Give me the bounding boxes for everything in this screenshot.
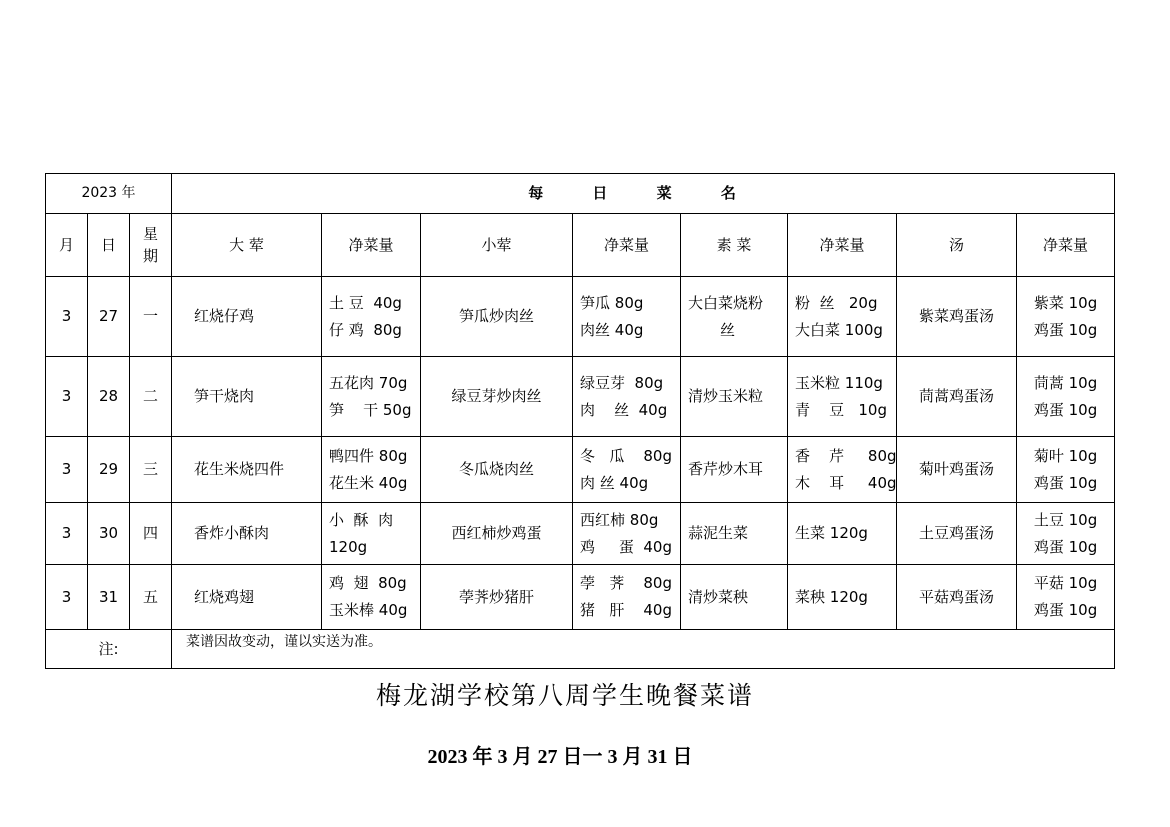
cell-veg-dish bbox=[681, 437, 788, 503]
cell-main-qty-line: 花生米 40g bbox=[329, 473, 408, 492]
cell-main-qty-line: 120g bbox=[329, 537, 368, 556]
cell-side-dish: 笋瓜炒肉丝 bbox=[421, 277, 573, 357]
cell-main-dish: 笋干烧肉 bbox=[172, 357, 322, 437]
cell-main-qty-line: 鸭四件 80g bbox=[329, 446, 408, 465]
col-weekday bbox=[130, 214, 172, 277]
cell-day: 31 bbox=[88, 565, 130, 630]
table-top-header-row bbox=[46, 174, 1115, 214]
cell-side-qty-line: 鸡 蛋 40g bbox=[580, 537, 673, 556]
table-row bbox=[46, 277, 1115, 357]
cell-soup-qty-line: 紫菜 10g bbox=[1033, 293, 1098, 312]
cell-main-dish: 红烧鸡翅 bbox=[172, 565, 322, 630]
cell-soup-qty bbox=[1017, 437, 1115, 503]
cell-soup-qty bbox=[1017, 357, 1115, 437]
cell-main-qty-line: 玉米棒 40g bbox=[329, 601, 408, 619]
cell-soup-qty-line: 鸡蛋 10g bbox=[1033, 537, 1098, 556]
cell-main-dish: 红烧仔鸡 bbox=[172, 277, 322, 357]
cell-soup-qty-line: 鸡蛋 10g bbox=[1033, 601, 1098, 619]
cell-veg-dish-line: 清炒菜秧 bbox=[688, 587, 749, 606]
cell-veg-dish-line: 香芹炒木耳 bbox=[688, 460, 764, 478]
col-soup-qty: 净菜量 bbox=[1017, 214, 1115, 277]
cell-main-dish: 香炸小酥肉 bbox=[172, 503, 322, 565]
cell-soup: 平菇鸡蛋汤 bbox=[897, 565, 1017, 630]
cell-weekday: 五 bbox=[130, 565, 172, 630]
cell-veg-dish-line: 大白菜烧粉 bbox=[688, 293, 764, 312]
menu-table bbox=[45, 173, 1115, 669]
note-row bbox=[46, 630, 1115, 669]
cell-soup: 菊叶鸡蛋汤 bbox=[897, 437, 1017, 503]
cell-veg-dish bbox=[681, 565, 788, 630]
cell-veg-qty-line: 玉米粒 110g bbox=[795, 373, 883, 392]
cell-side-qty bbox=[573, 277, 681, 357]
cell-soup-qty bbox=[1017, 503, 1115, 565]
cell-main-qty bbox=[322, 437, 421, 503]
col-veg-qty: 净菜量 bbox=[788, 214, 897, 277]
cell-side-qty-line: 荸 荠 80g bbox=[580, 574, 673, 592]
cell-veg-qty bbox=[788, 437, 897, 503]
cell-soup-qty-line: 鸡蛋 10g bbox=[1033, 473, 1098, 492]
cell-side-qty bbox=[573, 503, 681, 565]
cell-main-dish: 花生米烧四件 bbox=[172, 437, 322, 503]
cell-veg-qty-line: 菜秧 120g bbox=[795, 587, 868, 606]
cell-veg-qty-line: 木 耳 40g bbox=[795, 473, 897, 492]
cell-soup-qty bbox=[1017, 565, 1115, 630]
col-side-qty: 净菜量 bbox=[573, 214, 681, 277]
cell-veg-dish bbox=[681, 357, 788, 437]
cell-side-qty bbox=[573, 565, 681, 630]
menu-rows bbox=[46, 277, 1115, 630]
cell-veg-dish-line: 丝 bbox=[720, 320, 736, 339]
cell-day: 29 bbox=[88, 437, 130, 503]
cell-veg-qty bbox=[788, 565, 897, 630]
cell-veg-dish-line: 蒜泥生菜 bbox=[688, 524, 749, 542]
cell-main-qty-line: 笋 干 50g bbox=[329, 400, 412, 419]
col-month: 月 bbox=[46, 214, 88, 277]
col-main-qty: 净菜量 bbox=[322, 214, 421, 277]
note-text: 菜谱因故变动，谨以实送为准。 bbox=[172, 630, 1115, 669]
cell-soup-qty-line: 茼蒿 10g bbox=[1033, 373, 1098, 392]
cell-veg-dish bbox=[681, 277, 788, 357]
cell-main-qty bbox=[322, 357, 421, 437]
cell-veg-qty bbox=[788, 503, 897, 565]
daily-menu-header: 每 日 菜 名 bbox=[172, 174, 1115, 214]
cell-side-qty-line: 猪 肝 40g bbox=[580, 601, 673, 619]
cell-side-dish: 荸荠炒猪肝 bbox=[421, 565, 573, 630]
col-side-dish: 小荤 bbox=[421, 214, 573, 277]
cell-side-dish: 冬瓜烧肉丝 bbox=[421, 437, 573, 503]
cell-main-qty-line: 鸡 翅 80g bbox=[329, 574, 407, 592]
cell-side-dish: 西红柿炒鸡蛋 bbox=[421, 503, 573, 565]
cell-veg-qty-line: 香 芹 80g bbox=[795, 446, 897, 465]
cell-soup-qty-line: 鸡蛋 10g bbox=[1033, 400, 1098, 419]
cell-veg-qty-line: 粉 丝 20g bbox=[795, 293, 878, 312]
cell-veg-dish bbox=[681, 503, 788, 565]
col-weekday-label: 星期 bbox=[142, 225, 158, 265]
cell-soup-qty-line: 土豆 10g bbox=[1033, 510, 1098, 529]
cell-weekday: 四 bbox=[130, 503, 172, 565]
cell-day: 27 bbox=[88, 277, 130, 357]
year-label: 2023 年 bbox=[46, 174, 172, 214]
cell-soup: 茼蒿鸡蛋汤 bbox=[897, 357, 1017, 437]
cell-veg-qty bbox=[788, 277, 897, 357]
note-label: 注: bbox=[46, 630, 172, 669]
cell-side-qty-line: 肉丝 40g bbox=[580, 320, 644, 339]
cell-soup: 土豆鸡蛋汤 bbox=[897, 503, 1017, 565]
cell-main-qty-line: 五花肉 70g bbox=[329, 373, 408, 392]
cell-main-qty-line: 仔 鸡 80g bbox=[329, 320, 402, 339]
table-row bbox=[46, 437, 1115, 503]
cell-weekday: 一 bbox=[130, 277, 172, 357]
cell-month: 3 bbox=[46, 503, 88, 565]
table-row bbox=[46, 565, 1115, 630]
cell-side-qty bbox=[573, 357, 681, 437]
cell-month: 3 bbox=[46, 277, 88, 357]
cell-main-qty-line: 土 豆 40g bbox=[329, 293, 402, 312]
col-soup: 汤 bbox=[897, 214, 1017, 277]
cell-side-dish: 绿豆芽炒肉丝 bbox=[421, 357, 573, 437]
table-row bbox=[46, 503, 1115, 565]
cell-main-qty bbox=[322, 503, 421, 565]
cell-soup-qty-line: 鸡蛋 10g bbox=[1033, 320, 1098, 339]
cell-soup-qty-line: 平菇 10g bbox=[1033, 574, 1098, 592]
cell-side-qty-line: 肉 丝 40g bbox=[580, 473, 649, 492]
cell-month: 3 bbox=[46, 357, 88, 437]
cell-day: 30 bbox=[88, 503, 130, 565]
cell-weekday: 三 bbox=[130, 437, 172, 503]
cell-day: 28 bbox=[88, 357, 130, 437]
cell-side-qty-line: 笋瓜 80g bbox=[580, 293, 644, 312]
cell-main-qty-line: 小 酥 肉 bbox=[329, 510, 394, 529]
cell-side-qty-line: 西红柿 80g bbox=[580, 510, 659, 529]
cell-month: 3 bbox=[46, 565, 88, 630]
cell-weekday: 二 bbox=[130, 357, 172, 437]
cell-side-qty-line: 冬 瓜 80g bbox=[580, 446, 673, 465]
cell-soup-qty-line: 菊叶 10g bbox=[1033, 446, 1098, 465]
cell-soup-qty bbox=[1017, 277, 1115, 357]
cell-main-qty bbox=[322, 277, 421, 357]
cell-veg-qty-line: 青 豆 10g bbox=[795, 400, 888, 419]
cell-veg-qty-line: 大白菜 100g bbox=[795, 320, 883, 339]
cell-side-qty bbox=[573, 437, 681, 503]
column-header-row bbox=[46, 214, 1115, 277]
cell-veg-qty-line: 生菜 120g bbox=[795, 524, 868, 542]
cell-month: 3 bbox=[46, 437, 88, 503]
cell-veg-dish-line: 清炒玉米粒 bbox=[688, 387, 764, 405]
cell-main-qty bbox=[322, 565, 421, 630]
cell-side-qty-line: 肉 丝 40g bbox=[580, 400, 668, 419]
col-veg-dish: 素 菜 bbox=[681, 214, 788, 277]
cell-side-qty-line: 绿豆芽 80g bbox=[580, 373, 664, 392]
cell-soup: 紫菜鸡蛋汤 bbox=[897, 277, 1017, 357]
col-day: 日 bbox=[88, 214, 130, 277]
page-title: 梅龙湖学校第八周学生晚餐菜谱 bbox=[375, 681, 754, 710]
table-row bbox=[46, 357, 1115, 437]
date-range: 2023 年 3 月 27 日一 3 月 31 日 bbox=[427, 746, 693, 768]
col-main-dish: 大 荤 bbox=[172, 214, 322, 277]
cell-veg-qty bbox=[788, 357, 897, 437]
